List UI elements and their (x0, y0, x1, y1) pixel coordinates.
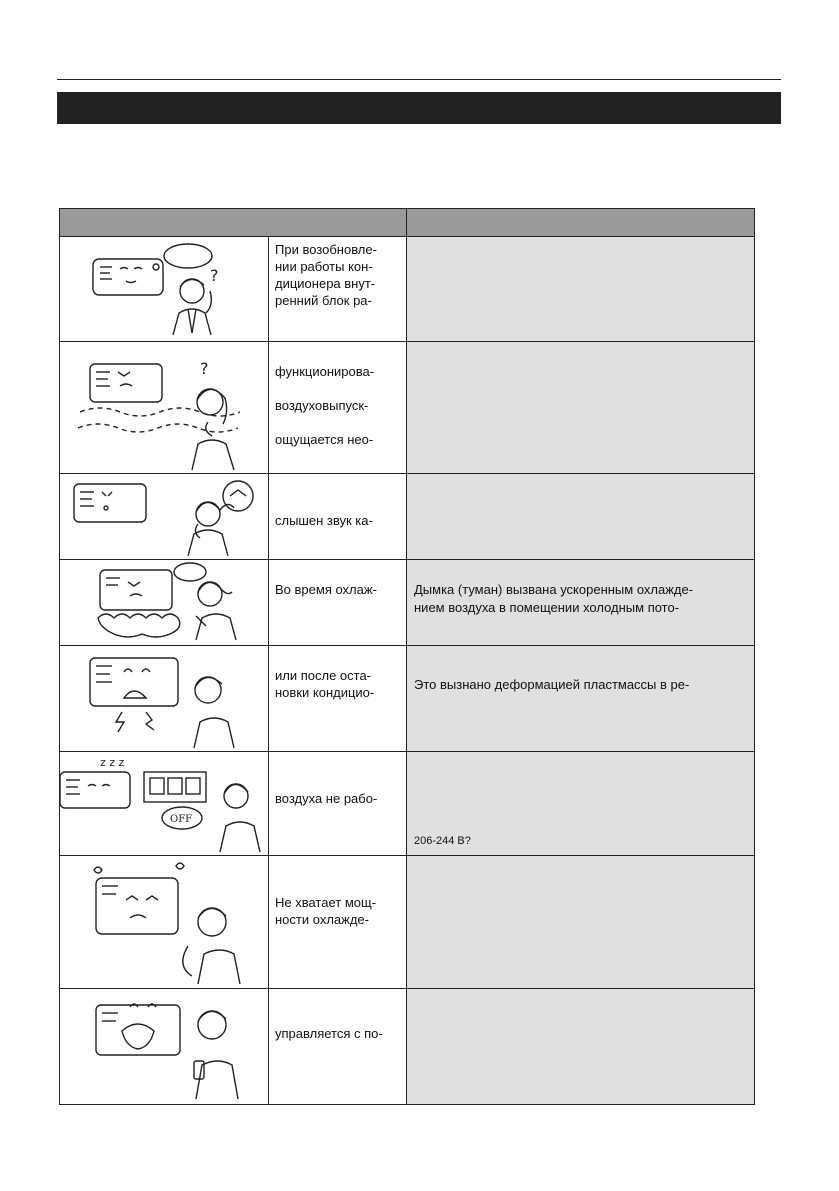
answer-cell (407, 752, 755, 856)
answer-cell (407, 342, 755, 474)
answer-cell (407, 646, 755, 752)
answer-cell (407, 474, 755, 560)
problem-text-cell (269, 474, 407, 560)
section-title-bar (57, 92, 781, 124)
answer-line: 206-244 В? (414, 835, 471, 847)
problem-line: ности охлажде- (275, 912, 369, 927)
problem-text-cell (269, 752, 407, 856)
ac-restart-man-illustration (60, 237, 269, 341)
low-cooling-man-illustration (60, 856, 269, 988)
table-row (60, 560, 755, 646)
table-row (60, 752, 755, 856)
mist-woman-illustration (60, 560, 269, 645)
problem-text-cell (269, 342, 407, 474)
table-row (60, 237, 755, 342)
table-row (60, 474, 755, 560)
cracking-sound-woman-illustration (60, 474, 269, 559)
answer-line: нием воздуха в помещении холодным пото- (414, 600, 680, 615)
problem-line: управляется с по- (275, 1026, 383, 1041)
crack-noise-man-illustration (60, 646, 269, 751)
svg-text:?: ? (210, 266, 219, 285)
illustration-cell (60, 856, 269, 989)
header-cause-cell (407, 209, 755, 237)
problem-text-cell (269, 856, 407, 989)
illustration-cell (60, 752, 269, 856)
answer-cell (407, 237, 755, 342)
answer-cell (407, 856, 755, 989)
problem-line: ренний блок ра- (275, 293, 372, 308)
problem-text-cell (269, 237, 407, 342)
smell-woman-illustration (60, 342, 269, 473)
svg-text:z z z: z z z (100, 756, 125, 769)
svg-text:?: ? (200, 359, 209, 378)
answer-cell (407, 560, 755, 646)
problem-line: или после оста- (275, 668, 372, 683)
table-row (60, 646, 755, 752)
problem-line: слышен звук ка- (275, 513, 373, 528)
problem-line: нии работы кон- (275, 259, 373, 274)
table-row (60, 856, 755, 989)
illustration-cell (60, 560, 269, 646)
problem-line: новки кондицио- (275, 685, 375, 700)
header-problem-cell (60, 209, 407, 237)
answer-line: Это вызнано деформацией пластмассы в ре- (414, 677, 690, 692)
answer-line: Дымка (туман) вызвана ускоренным охлажде- (414, 582, 694, 597)
top-rule (57, 79, 781, 80)
table-header-row (60, 209, 755, 237)
problem-line: функционирова- (275, 364, 375, 379)
illustration-cell (60, 646, 269, 752)
illustration-cell (60, 342, 269, 474)
problem-line: воздуха не рабо- (275, 791, 378, 806)
problem-line: ощущается нео- (275, 432, 374, 447)
problem-line: Не хватает мощ- (275, 895, 377, 910)
illustration-cell (60, 474, 269, 560)
problem-line: воздуховыпуск- (275, 398, 369, 413)
problem-text-cell (269, 560, 407, 646)
problem-line: Во время охлаж- (275, 582, 377, 597)
illustration-cell (60, 237, 269, 342)
table-row (60, 989, 755, 1105)
illustration-cell (60, 989, 269, 1105)
table-row (60, 342, 755, 474)
problem-line: При возобновле- (275, 242, 377, 257)
problem-text-cell (269, 646, 407, 752)
troubleshooting-table (59, 208, 755, 1105)
problem-line: диционера внут- (275, 276, 376, 291)
problem-text-cell (269, 989, 407, 1105)
power-off-woman-illustration (60, 752, 269, 855)
remote-control-man-illustration (60, 989, 269, 1104)
off-label: OFF (170, 814, 193, 825)
answer-cell (407, 989, 755, 1105)
